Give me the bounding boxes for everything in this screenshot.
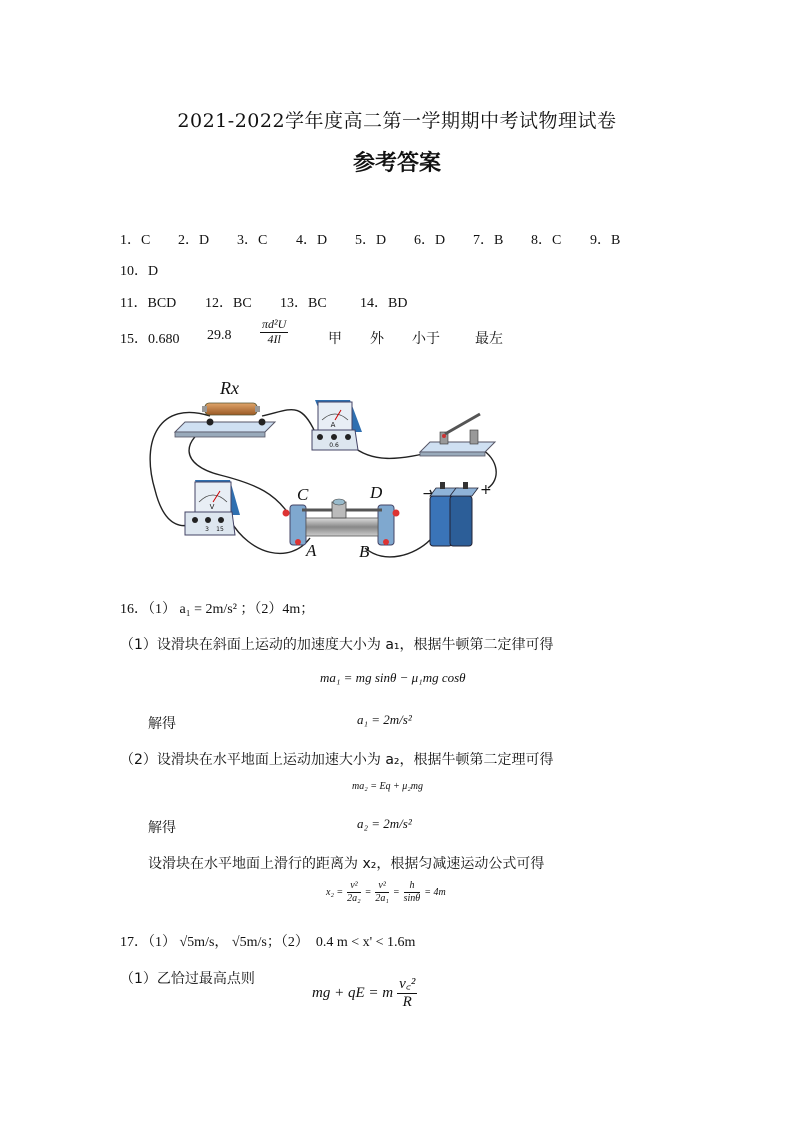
answer-item: 9．B — [590, 233, 621, 248]
eq3-lhs: x₂ = — [326, 886, 344, 898]
q16-result-2: a₂ = 2m/s² — [357, 816, 412, 831]
q15-number: 15．0.680 — [120, 332, 180, 347]
label-c: C — [297, 485, 309, 504]
voltmeter-letter: V — [209, 503, 215, 511]
solve-label: 解得 — [148, 716, 176, 732]
answer-key-heading: 参考答案 — [352, 151, 441, 176]
eq3-rhs: = 4m — [424, 886, 446, 898]
formula-numerator: πd²U — [262, 317, 287, 331]
battery — [430, 482, 478, 546]
eq3-fraction-1 — [347, 880, 360, 904]
label-d: D — [370, 483, 383, 502]
q17-equation — [312, 976, 419, 1012]
q17-heading: 17．（1） √5m/s， √5m/s；（2） 0.4 m < x' < 1.6m — [120, 935, 416, 950]
answer-item: 11．BCD — [120, 296, 177, 311]
equals-sign: = — [364, 886, 372, 898]
answer-item: 12．BC — [205, 296, 252, 311]
switch — [420, 414, 495, 456]
q16-equation-2: ma₂ = Eq + μ₂mg — [352, 781, 424, 792]
q16-part2-text: （2）设滑块在水平地面上运动加速大小为 a₂，根据牛顿第二定理可得 — [120, 752, 554, 768]
q15-value: 29.8 — [207, 328, 232, 343]
resistor-rx — [175, 403, 275, 437]
fraction-denominator: 2a₂ — [347, 892, 361, 904]
exam-title: 2021-2022学年度高二第一学期期中考试物理试卷 — [177, 110, 617, 132]
fraction-denominator: 2a₁ — [375, 892, 389, 904]
answer-item: 10．D — [120, 264, 159, 279]
fraction-numerator: h — [404, 880, 421, 893]
answer-item: 5．D — [355, 233, 387, 248]
q15-formula — [260, 318, 288, 347]
q15-answer: 小于 — [412, 331, 440, 347]
ammeter-letter: A — [330, 421, 336, 429]
answer-item: 2．D — [178, 233, 210, 248]
ammeter-scale: 0.6 — [329, 442, 339, 449]
label-a: A — [306, 541, 317, 560]
voltmeter-scale: 3 — [205, 526, 209, 533]
q16-result-1: a₁ = 2m/s² — [357, 712, 412, 727]
q17-eq-fraction — [397, 976, 417, 1012]
q17-eq-lhs: mg + qE = m — [312, 985, 394, 1002]
eq3-fraction-3 — [404, 880, 421, 904]
fraction-numerator: v꜀² — [397, 976, 417, 994]
voltmeter-scale: 15 — [216, 526, 224, 533]
battery-plus: + — [480, 482, 492, 498]
answer-item: 14．BD — [360, 296, 408, 311]
circuit-diagram — [140, 370, 510, 570]
label-b: B — [359, 542, 370, 561]
fraction-numerator: v² — [375, 880, 388, 893]
battery-minus: − — [422, 486, 434, 502]
q15-answer: 甲 — [328, 331, 342, 347]
rheostat — [283, 499, 400, 545]
answer-item: 6．D — [414, 233, 446, 248]
fraction-denominator: sinθ — [403, 892, 421, 904]
answer-item: 7．B — [473, 233, 504, 248]
fraction-denominator: R — [402, 994, 412, 1011]
eq3-fraction-2 — [375, 880, 388, 904]
q16-part1-text: （1）设滑块在斜面上运动的加速度大小为 a₁，根据牛顿第二定律可得 — [120, 637, 554, 653]
answer-item: 4．D — [296, 233, 328, 248]
equals-sign: = — [392, 886, 400, 898]
answer-item: 1．C — [120, 233, 151, 248]
q15-answer: 最左 — [475, 331, 503, 347]
answer-item: 8．C — [531, 233, 562, 248]
answer-item: 3．C — [237, 233, 268, 248]
answer-item: 13．BC — [280, 296, 327, 311]
fraction-numerator: v² — [347, 880, 360, 893]
q16-part3-text: 设滑块在水平地面上滑行的距离为 x₂，根据匀减速运动公式可得 — [148, 856, 545, 872]
q15-answer: 外 — [370, 331, 384, 347]
rx-label: Rx — [220, 378, 239, 398]
solve-label: 解得 — [148, 820, 176, 836]
q17-part1-text: （1）乙恰过最高点则 — [120, 971, 255, 987]
q16-equation-1: ma₁ = mg sinθ − μ₁mg cosθ — [320, 670, 466, 685]
q16-heading: 16．（1） a₁ = 2m/s² ；（2）4m； — [120, 602, 315, 617]
q16-equation-3 — [326, 880, 446, 904]
formula-denominator: 4Il — [267, 331, 281, 346]
